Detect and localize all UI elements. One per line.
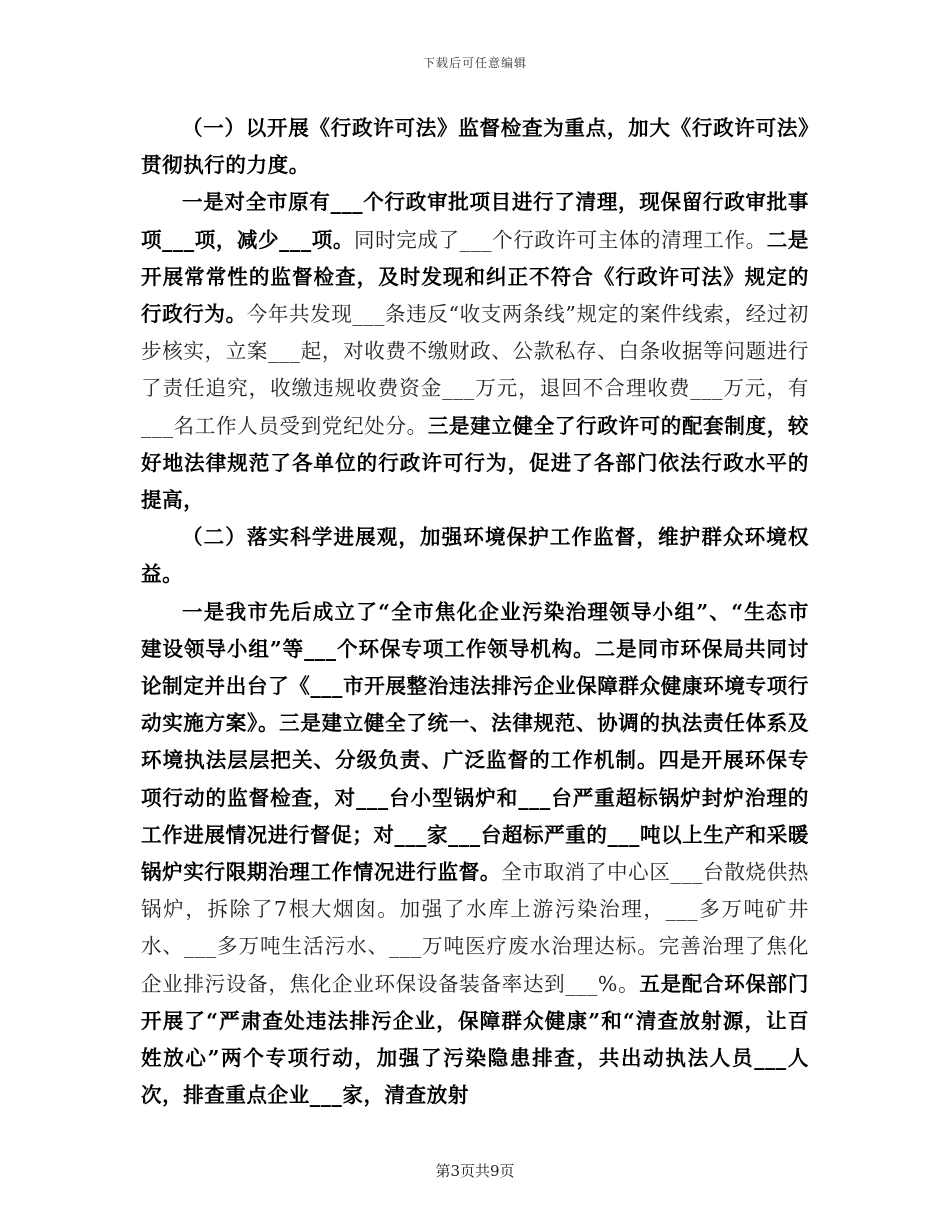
text-segment: 一是我市先后成立了“全市焦化企业污染治理领导小组”、“生态市建设领导小组”等___个环保专项工作领导机构。二是同市环保局共同讨论制定并出台了《___市开展整治违法排污企业保障群众健康环境专项行动实施方案》。三是建立健全了统一、法律规范、协调的执法责任体系及环境执法层层把关、分级负责、广泛监督的工作机制。四是开展环保专项行动的监督检查，对___台小型锅炉和___台严重超标锅炉封炉治理的工作进展情况进行督促；对___家___台超标严重的___吨以上生产和采暖锅炉实行限期治理工作情况进行监督。 [141,599,809,885]
paragraph-1 [141,110,809,184]
page-header: 下载后可任意编辑 [422,56,527,70]
text-segment: 三是建立健全了行政许可的配套制度，较好地法律规范了各单位的行政许可行为，促进了各部门依法行政水平的提高， [141,413,809,513]
text-segment: 今年共发现___条违反“收支两条线”规定的案件线索，经过初步核实，立案___起，对收费不缴财政、公款私存、白条收据等问题进行了责任追究，收缴违规收费资金___万元，退回不合理收费___万元，有___名工作人员受到党纪处分。 [141,302,810,438]
paragraph-4 [141,594,809,1115]
section-heading-2: （二）落实科学进展观，加强环境保护工作监督，维护群众环境权益。 [141,525,809,587]
text-segment: 一是对全市原有___个行政审批项目进行了清理，现保留行政审批事项___项，减少___项。 [141,190,809,252]
paragraph-2 [141,184,809,519]
text-segment: 全市取消了中心区___台散烧供热锅炉，拆除了7根大烟囱。加强了水库上游污染治理，___多万吨矿井水、___多万吨生活污水、___万吨医疗废水治理达标。完善治理了焦化企业排污设备，焦化企业环保设备装备率达到___%。 [141,860,809,996]
text-segment: 二是开展常常性的监督检查，及时发现和纠正不符合《行政许可法》规定的行政行为。 [141,227,809,327]
document-body [141,110,809,1114]
section-heading-1: （一）以开展《行政许可法》监督检查为重点，加大《行政许可法》贯彻执行的力度。 [141,116,809,178]
text-segment: 五是配合环保部门开展了“严肃查处违法排污企业，保障群众健康”和“清查放射源，让百姓放心”两个专项行动，加强了污染隐患排查，共出动执法人员___人次，排查重点企业___家，清查放射 [141,971,809,1108]
text-segment: 同时完成了___个行政许可主体的清理工作。 [354,227,767,252]
page-footer: 第3页共9页 [435,1162,515,1180]
paragraph-3 [141,519,809,593]
